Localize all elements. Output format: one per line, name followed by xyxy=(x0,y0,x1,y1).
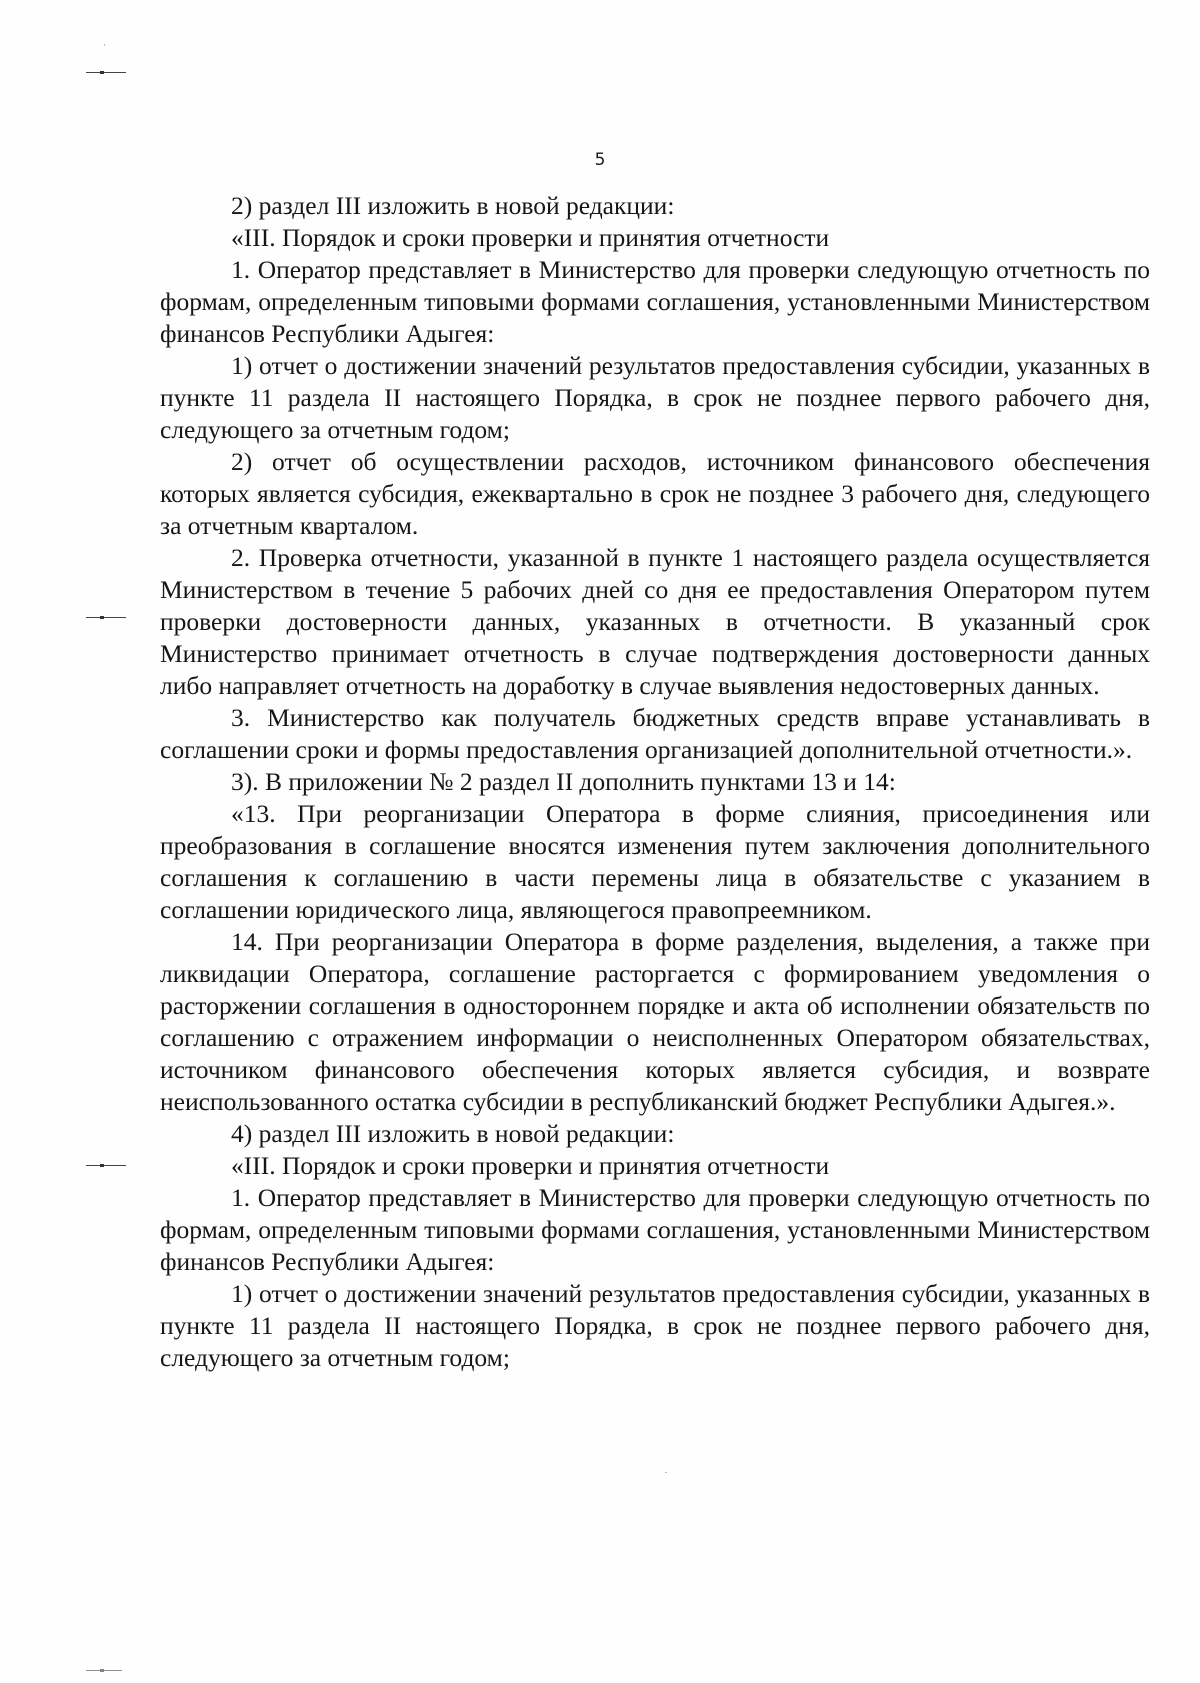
paragraph: 3. Министерство как получатель бюджетных средств вправе устанавливать в соглашении сроки и формы предоставления организацией дополнительной отчетности.». xyxy=(160,703,1150,764)
paragraph: 2) раздел III изложить в новой редакции: xyxy=(231,191,675,220)
paragraph: 1) отчет о достижении значений результатов предоставления субсидии, указанных в пункте 11 раздела II настоящего Порядка, в срок не позднее первого рабочего дня, следующего за отчетным годом; xyxy=(160,1279,1150,1372)
paragraph: 1. Оператор представляет в Министерство для проверки следующую отчетность по формам, определенным типовыми формами соглашения, установленными Министерством финансов Республики Адыгея: xyxy=(160,255,1150,348)
paragraph: 14. При реорганизации Оператора в форме разделения, выделения, а также при ликвидации Оператора, соглашение расторгается с формированием уведомления о расторжении соглашения в одностороннем порядке и акта об исполнении обязательств по соглашению с отражением информации о неисполненных Оператором обязательствах, источником финансового обеспечения которых является субсидия, и возврате неиспользованного остатка субсидии в республиканский бюджет Республики Адыгея.». xyxy=(160,927,1150,1116)
scan-artifact xyxy=(665,1472,667,1473)
paragraph: 1) отчет о достижении значений результатов предоставления субсидии, указанных в пункте 11 раздела II настоящего Порядка, в срок не позднее первого рабочего дня, следующего за отчетным годом; xyxy=(160,351,1150,444)
document-body xyxy=(160,190,1150,1374)
paragraph: 3). В приложении № 2 раздел II дополнить пунктами 13 и 14: xyxy=(231,767,896,796)
paragraph: 1. Оператор представляет в Министерство для проверки следующую отчетность по формам, определенным типовыми формами соглашения, установленными Министерством финансов Республики Адыгея: xyxy=(160,1183,1150,1276)
scan-artifact xyxy=(104,44,105,46)
punch-hole-mark-bottom xyxy=(86,1670,122,1671)
paragraph: 4) раздел III изложить в новой редакции: xyxy=(231,1119,675,1148)
paragraph: 2. Проверка отчетности, указанной в пункте 1 настоящего раздела осуществляется Министерством в течение 5 рабочих дней со дня ее предоставления Оператором путем проверки достоверности данных, указанных в отчетности. В указанный срок Министерство принимает отчетность в случае подтверждения достоверности данных либо направляет отчетность на доработку в случае выявления недостоверных данных. xyxy=(160,543,1150,700)
punch-hole-mark-middle xyxy=(86,617,126,618)
paragraph: 2) отчет об осуществлении расходов, источником финансового обеспечения которых является субсидия, ежеквартально в срок не позднее 3 рабочего дня, следующего за отчетным кварталом. xyxy=(160,447,1150,540)
punch-hole-mark-lower xyxy=(86,1165,126,1166)
paragraph: «III. Порядок и сроки проверки и принятия отчетности xyxy=(231,223,830,252)
punch-hole-mark-top xyxy=(86,72,126,73)
page-number: 5 xyxy=(594,150,606,170)
paragraph: «13. При реорганизации Оператора в форме слияния, присоединения или преобразования в соглашение вносятся изменения путем заключения дополнительного соглашения к соглашению в части перемены лица в обязательстве с указанием в соглашении юридического лица, являющегося правопреемником. xyxy=(160,799,1150,924)
paragraph: «III. Порядок и сроки проверки и принятия отчетности xyxy=(231,1151,830,1180)
